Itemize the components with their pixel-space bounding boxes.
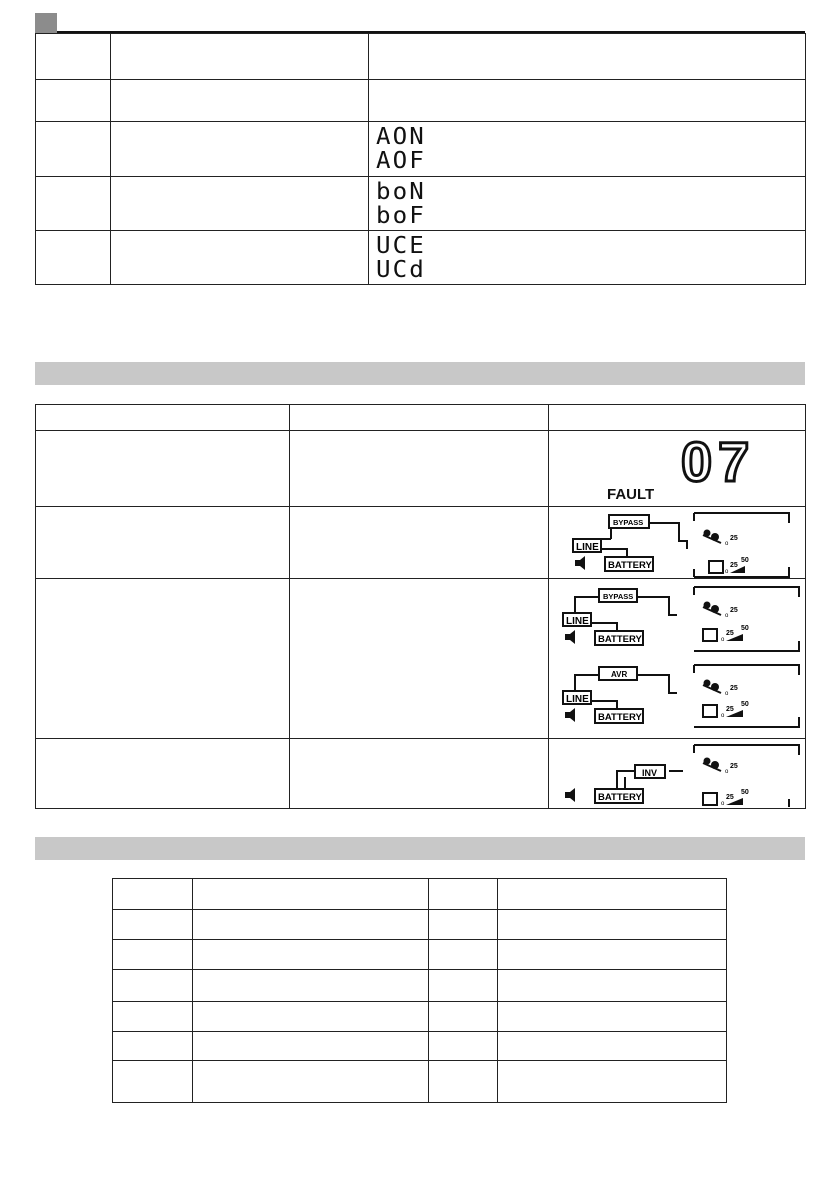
table-cell xyxy=(36,122,111,177)
table-cell xyxy=(429,910,498,940)
table-cell xyxy=(111,34,369,80)
table-cell xyxy=(429,1002,498,1032)
table-row xyxy=(36,231,806,285)
lcd-code: boF xyxy=(376,202,426,229)
table-cell xyxy=(193,940,429,970)
table-cell xyxy=(429,940,498,970)
table-row xyxy=(36,177,806,231)
table-cell xyxy=(36,431,290,507)
table-cell xyxy=(549,405,806,431)
battery-label: BATTERY xyxy=(598,634,642,645)
table-cell xyxy=(36,231,111,285)
scale-25: 25 xyxy=(726,794,734,801)
table-cell xyxy=(193,970,429,1002)
svg-text:o: o xyxy=(725,613,729,619)
svg-text:o: o xyxy=(725,569,729,575)
table-cell xyxy=(193,910,429,940)
battery-label: BATTERY xyxy=(608,560,652,571)
battery-label: BATTERY xyxy=(598,792,642,803)
table-cell xyxy=(498,879,727,910)
lcd-code: AOF xyxy=(376,148,426,174)
table-cell xyxy=(113,1061,193,1103)
table-cell xyxy=(290,579,549,739)
svg-text:o: o xyxy=(721,713,725,719)
section-corner-tab xyxy=(35,13,57,34)
svg-text:o: o xyxy=(725,769,729,775)
table-row xyxy=(36,80,806,122)
svg-text:o: o xyxy=(725,691,729,697)
scale-50: 50 xyxy=(741,625,749,632)
scale-50: 50 xyxy=(741,789,749,796)
table-cell xyxy=(113,1032,193,1061)
table-cell xyxy=(113,940,193,970)
table-row xyxy=(36,34,806,80)
table-cell xyxy=(369,177,806,231)
scale-50: 50 xyxy=(741,701,749,708)
bypass-label: BYPASS xyxy=(603,592,634,601)
scale-25: 25 xyxy=(730,535,738,542)
table-cell xyxy=(369,122,806,177)
battery-icon xyxy=(703,629,717,641)
lcd-code: boN xyxy=(376,178,426,205)
table-cell xyxy=(36,177,111,231)
table-cell xyxy=(193,1032,429,1061)
scale-25: 25 xyxy=(726,706,734,713)
table-cell xyxy=(193,1061,429,1103)
table-cell xyxy=(369,34,806,80)
speaker-icon xyxy=(575,556,585,570)
bypass-mode-panel xyxy=(573,513,789,577)
table-cell xyxy=(498,1061,727,1103)
table-row xyxy=(113,940,727,970)
code-reference-table xyxy=(112,878,727,1103)
section-heading-bar xyxy=(35,837,805,860)
table-cell xyxy=(369,80,806,122)
svg-text:o: o xyxy=(725,541,729,547)
table-row xyxy=(113,879,727,910)
lcd-illustrations xyxy=(549,431,804,809)
table-cell xyxy=(36,405,290,431)
table-row xyxy=(113,910,727,940)
fault-label: FAULT xyxy=(607,486,655,503)
battery-icon xyxy=(703,705,717,717)
scale-25: 25 xyxy=(730,685,738,692)
table-cell xyxy=(429,970,498,1002)
lcd-code-table xyxy=(35,33,806,285)
table-cell xyxy=(36,739,290,809)
table-row xyxy=(36,122,806,177)
scale-25: 25 xyxy=(730,562,738,569)
table-row xyxy=(113,1032,727,1061)
table-cell xyxy=(111,80,369,122)
table-cell xyxy=(193,1002,429,1032)
lcd-code: AON xyxy=(376,124,426,150)
table-cell xyxy=(36,579,290,739)
table-cell xyxy=(36,80,111,122)
scale-50: 50 xyxy=(741,557,749,564)
table-cell xyxy=(498,940,727,970)
speaker-icon xyxy=(565,708,575,722)
table-row xyxy=(113,970,727,1002)
table-cell xyxy=(111,231,369,285)
battery-icon xyxy=(709,561,723,573)
table-cell xyxy=(429,879,498,910)
avr-mode-panel xyxy=(563,665,799,727)
table-cell xyxy=(113,1002,193,1032)
table-cell xyxy=(290,507,549,579)
table-cell xyxy=(36,507,290,579)
fault-lcd-panel xyxy=(607,431,803,505)
table-cell xyxy=(429,1061,498,1103)
line-label: LINE xyxy=(566,694,589,705)
table-cell xyxy=(498,970,727,1002)
table-cell xyxy=(290,431,549,507)
table-row xyxy=(36,405,806,431)
table-row xyxy=(113,1002,727,1032)
bypass-label: BYPASS xyxy=(613,518,644,527)
fault-code: 07 xyxy=(681,431,756,493)
table-row xyxy=(113,1061,727,1103)
table-cell xyxy=(290,405,549,431)
table-cell xyxy=(498,910,727,940)
battery-mode-panel xyxy=(565,745,799,807)
inv-label: INV xyxy=(642,768,658,778)
table-cell xyxy=(36,34,111,80)
table-cell xyxy=(429,1032,498,1061)
line-mode-panel xyxy=(563,587,799,651)
line-label: LINE xyxy=(576,542,599,553)
svg-text:o: o xyxy=(721,801,725,807)
table-cell xyxy=(369,231,806,285)
table-cell xyxy=(113,910,193,940)
table-cell xyxy=(113,970,193,1002)
speaker-icon xyxy=(565,788,575,802)
battery-icon xyxy=(703,793,717,805)
table-cell xyxy=(498,1002,727,1032)
speaker-icon xyxy=(565,630,575,644)
svg-text:o: o xyxy=(721,637,725,643)
scale-25: 25 xyxy=(730,763,738,770)
table-cell xyxy=(290,739,549,809)
table-cell xyxy=(193,879,429,910)
section-heading-bar xyxy=(35,362,805,385)
battery-label: BATTERY xyxy=(598,712,642,723)
scale-25: 25 xyxy=(730,607,738,614)
table-cell xyxy=(498,1032,727,1061)
lcd-code: UCd xyxy=(376,256,426,283)
table-cell xyxy=(111,177,369,231)
avr-label: AVR xyxy=(611,670,628,679)
table-cell xyxy=(113,879,193,910)
scale-25: 25 xyxy=(726,630,734,637)
lcd-code: UCE xyxy=(376,232,426,259)
table-cell xyxy=(111,122,369,177)
line-label: LINE xyxy=(566,616,589,627)
